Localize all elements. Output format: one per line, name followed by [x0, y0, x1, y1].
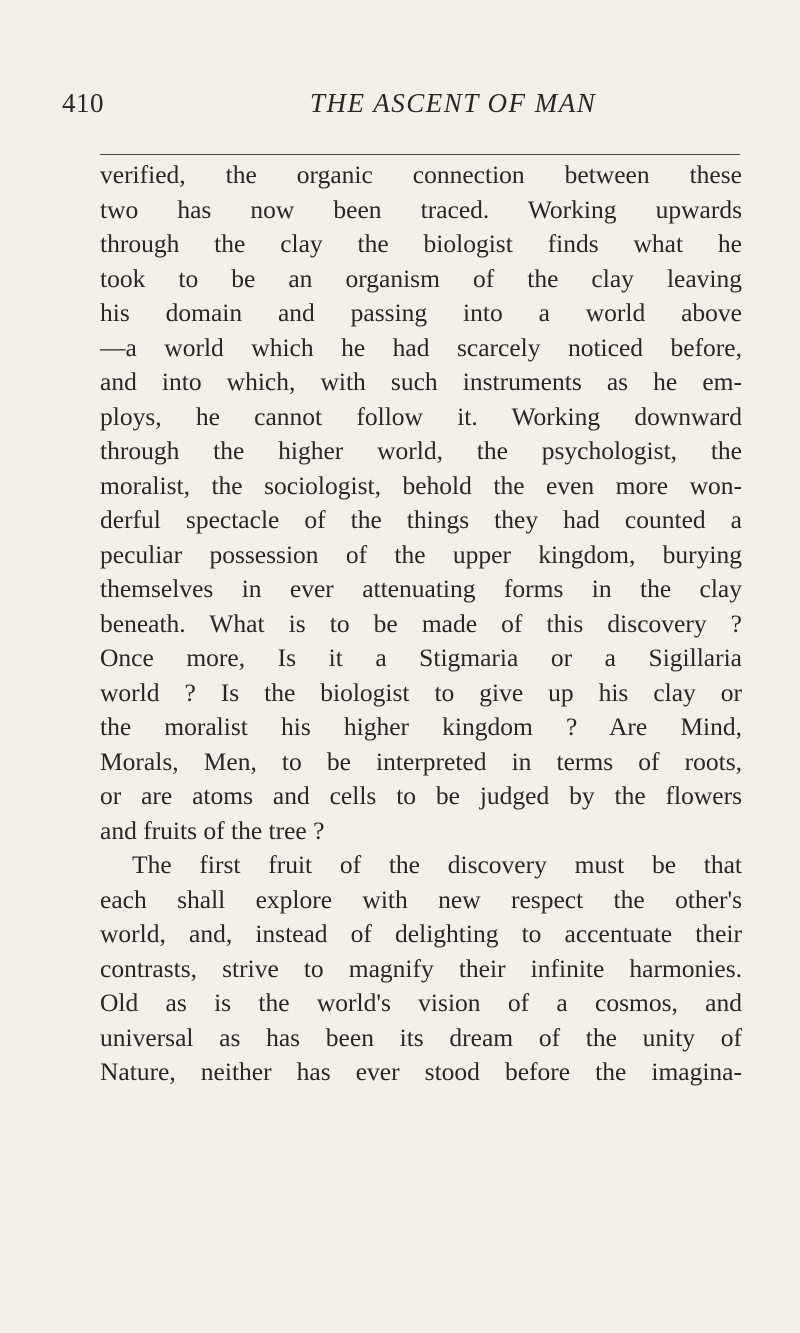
text-line: beneath. What is to be made of this discovery ? [100, 608, 742, 638]
text-line: Once more, Is it a Stigmaria or a Sigillaria [100, 643, 742, 672]
text-line: Morals, Men, to be interpreted in terms of roots, [100, 746, 742, 776]
text-line: through the higher world, the psychologist, the [100, 436, 742, 465]
text-line: through the clay the biologist finds what he [100, 229, 742, 258]
text-line: took to be an organism of the clay leaving [100, 263, 742, 293]
text-line: the moralist his higher kingdom ? Are Mind, [100, 712, 742, 741]
text-line: world, and, instead of delighting to accentuate their [100, 919, 742, 948]
text-line: two has now been traced. Working upwards [100, 194, 742, 224]
text-line: verified, the organic connection between these [100, 160, 742, 189]
text-line: moralist, the sociologist, behold the even more won- [100, 470, 742, 500]
text-line: contrasts, strive to magnify their infinite harmonies. [100, 953, 742, 983]
text-line: The first fruit of the discovery must be that [132, 850, 742, 879]
running-head [62, 88, 742, 128]
text-line: derful spectacle of the things they had counted a [100, 505, 742, 534]
text-line: Old as is the world's vision of a cosmos, and [100, 988, 742, 1017]
text-line: universal as has been its dream of the unity of [100, 1022, 742, 1052]
text-line: themselves in ever attenuating forms in the clay [100, 574, 742, 603]
text-line: world ? Is the biologist to give up his clay or [100, 677, 742, 707]
text-line: each shall explore with new respect the other's [100, 884, 742, 914]
text-line: his domain and passing into a world above [100, 298, 742, 327]
text-line: —a world which he had scarcely noticed before, [100, 332, 742, 362]
header-rule [100, 154, 740, 155]
text-line: ploys, he cannot follow it. Working downward [100, 401, 742, 431]
body-text [100, 158, 742, 1090]
text-line: peculiar possession of the upper kingdom, burying [100, 539, 742, 569]
text-line: and fruits of the tree ? [100, 815, 325, 845]
page-number: 410 [62, 88, 104, 118]
text-line: Nature, neither has ever stood before the imagina- [100, 1057, 742, 1086]
text-line: and into which, with such instruments as he em- [100, 367, 742, 396]
running-title: THE ASCENT OF MAN [310, 88, 597, 118]
text-line: or are atoms and cells to be judged by the flowers [100, 781, 742, 810]
